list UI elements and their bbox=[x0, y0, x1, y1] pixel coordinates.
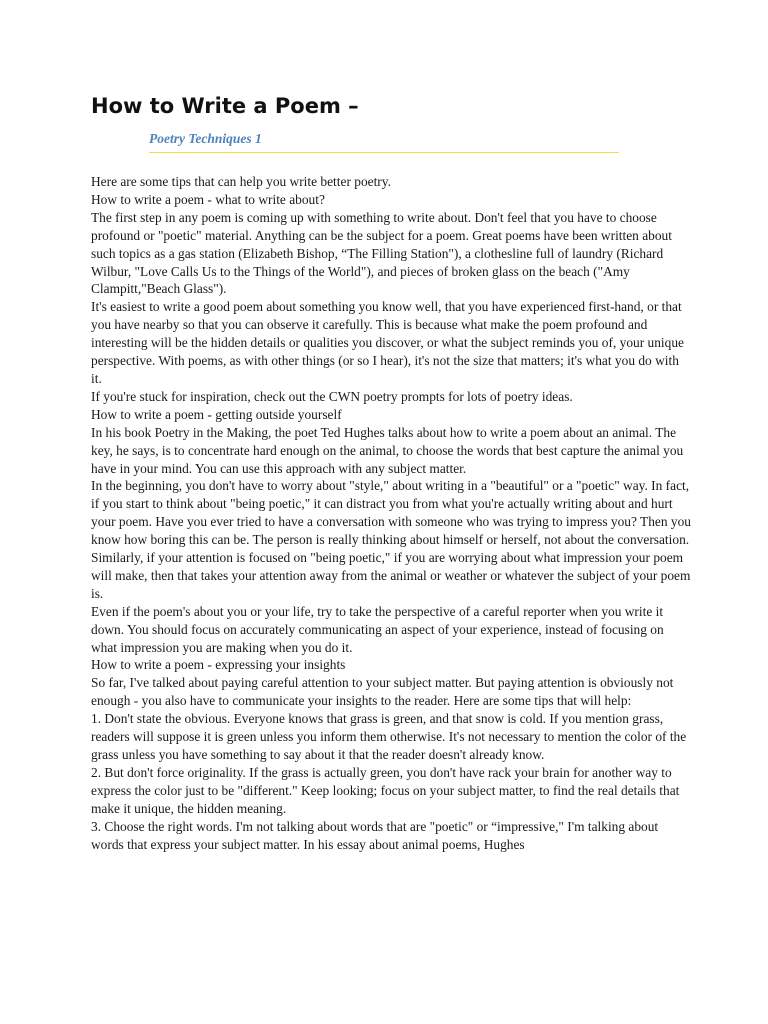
page-subtitle: Poetry Techniques 1 bbox=[149, 131, 262, 146]
section-heading-expressing-your-insights: How to write a poem - expressing your insights bbox=[91, 657, 346, 673]
body-paragraph: So far, I've talked about paying careful attention to your subject matter. But paying attention is obviously not enough - you also have to communicate your insights to the reader. Here are some tips that will help: bbox=[91, 675, 674, 709]
section-heading-what-to-write-about: How to write a poem - what to write about? bbox=[91, 191, 325, 207]
tip-item: 1. Don't state the obvious. Everyone knows that grass is green, and that snow is cold. If you mention grass, readers will suppose it is green unless you inform them otherwise. It's not necessary to mention the color of the grass unless you have something to say about it that the reader doesn't already know. bbox=[91, 711, 687, 762]
intro-paragraph: Here are some tips that can help you write better poetry. bbox=[91, 174, 391, 189]
tip-item: 3. Choose the right words. I'm not talking about words that are "poetic" or “impressive," I'm talking about words that express your subject matter. In his essay about animal poems, Hughes bbox=[91, 818, 659, 852]
subtitle-underline bbox=[149, 152, 619, 153]
article-body bbox=[91, 173, 691, 853]
page-title: How to Write a Poem – bbox=[91, 94, 359, 118]
body-paragraph: The first step in any poem is coming up with something to write about. Don't feel that you have to choose profound or "poetic" material. Anything can be the subject for a poem. Great poems have been written about such topics as a gas station (Elizabeth Bishop, “The Filling Station"), a clothesline full of laundry (Richard Wilbur, "Love Calls Us to the Things of the World"), and pieces of broken glass on the beach ("Amy Clampitt,"Beach Glass"). bbox=[91, 209, 672, 297]
body-paragraph: In the beginning, you don't have to worry about "style," about writing in a "beautiful" or a "poetic" way. In fact, if you start to think about "being poetic," it can distract you from what you're actually writing about and hurt your poem. Have you ever tried to have a conversation with someone who was trying to impress you? Then you know how boring this can be. The person is really thinking about himself or herself, not about the conversation. Similarly, if your attention is focused on "being poetic," if you are worrying about what impression your poem will make, then that takes your attention away from the animal or weather or whatever the subject of your poem is. bbox=[91, 478, 691, 601]
tip-item: 2. But don't force originality. If the grass is actually green, you don't have rack your brain for another way to express the color just to be "different." Keep looking; focus on your subject matter, to find the real details that make it unique, the hidden meaning. bbox=[91, 764, 680, 816]
body-paragraph: It's easiest to write a good poem about something you know well, that you have experienced first-hand, or that you have nearby so that you can observe it carefully. This is because what make the poem profound and interesting will be the hidden details or qualities you discover, or what the subject reminds you of, your unique perspective. With poems, as with other things (or so I hear), it's not the size that matters; it's what you do with it. bbox=[91, 299, 684, 386]
body-paragraph: Even if the poem's about you or your life, try to take the perspective of a careful reporter when you write it down. You should focus on accurately communicating an aspect of your experience, instead of focusing on what impression you are making when you do it. bbox=[91, 603, 664, 655]
body-paragraph: If you're stuck for inspiration, check out the CWN poetry prompts for lots of poetry ideas. bbox=[91, 388, 573, 404]
section-heading-getting-outside-yourself: How to write a poem - getting outside yourself bbox=[91, 406, 342, 422]
body-paragraph: In his book Poetry in the Making, the poet Ted Hughes talks about how to write a poem about an animal. The key, he says, is to concentrate hard enough on the animal, to choose the words that best capture the animal you have in your mind. You can use this approach with any subject matter. bbox=[91, 424, 684, 476]
